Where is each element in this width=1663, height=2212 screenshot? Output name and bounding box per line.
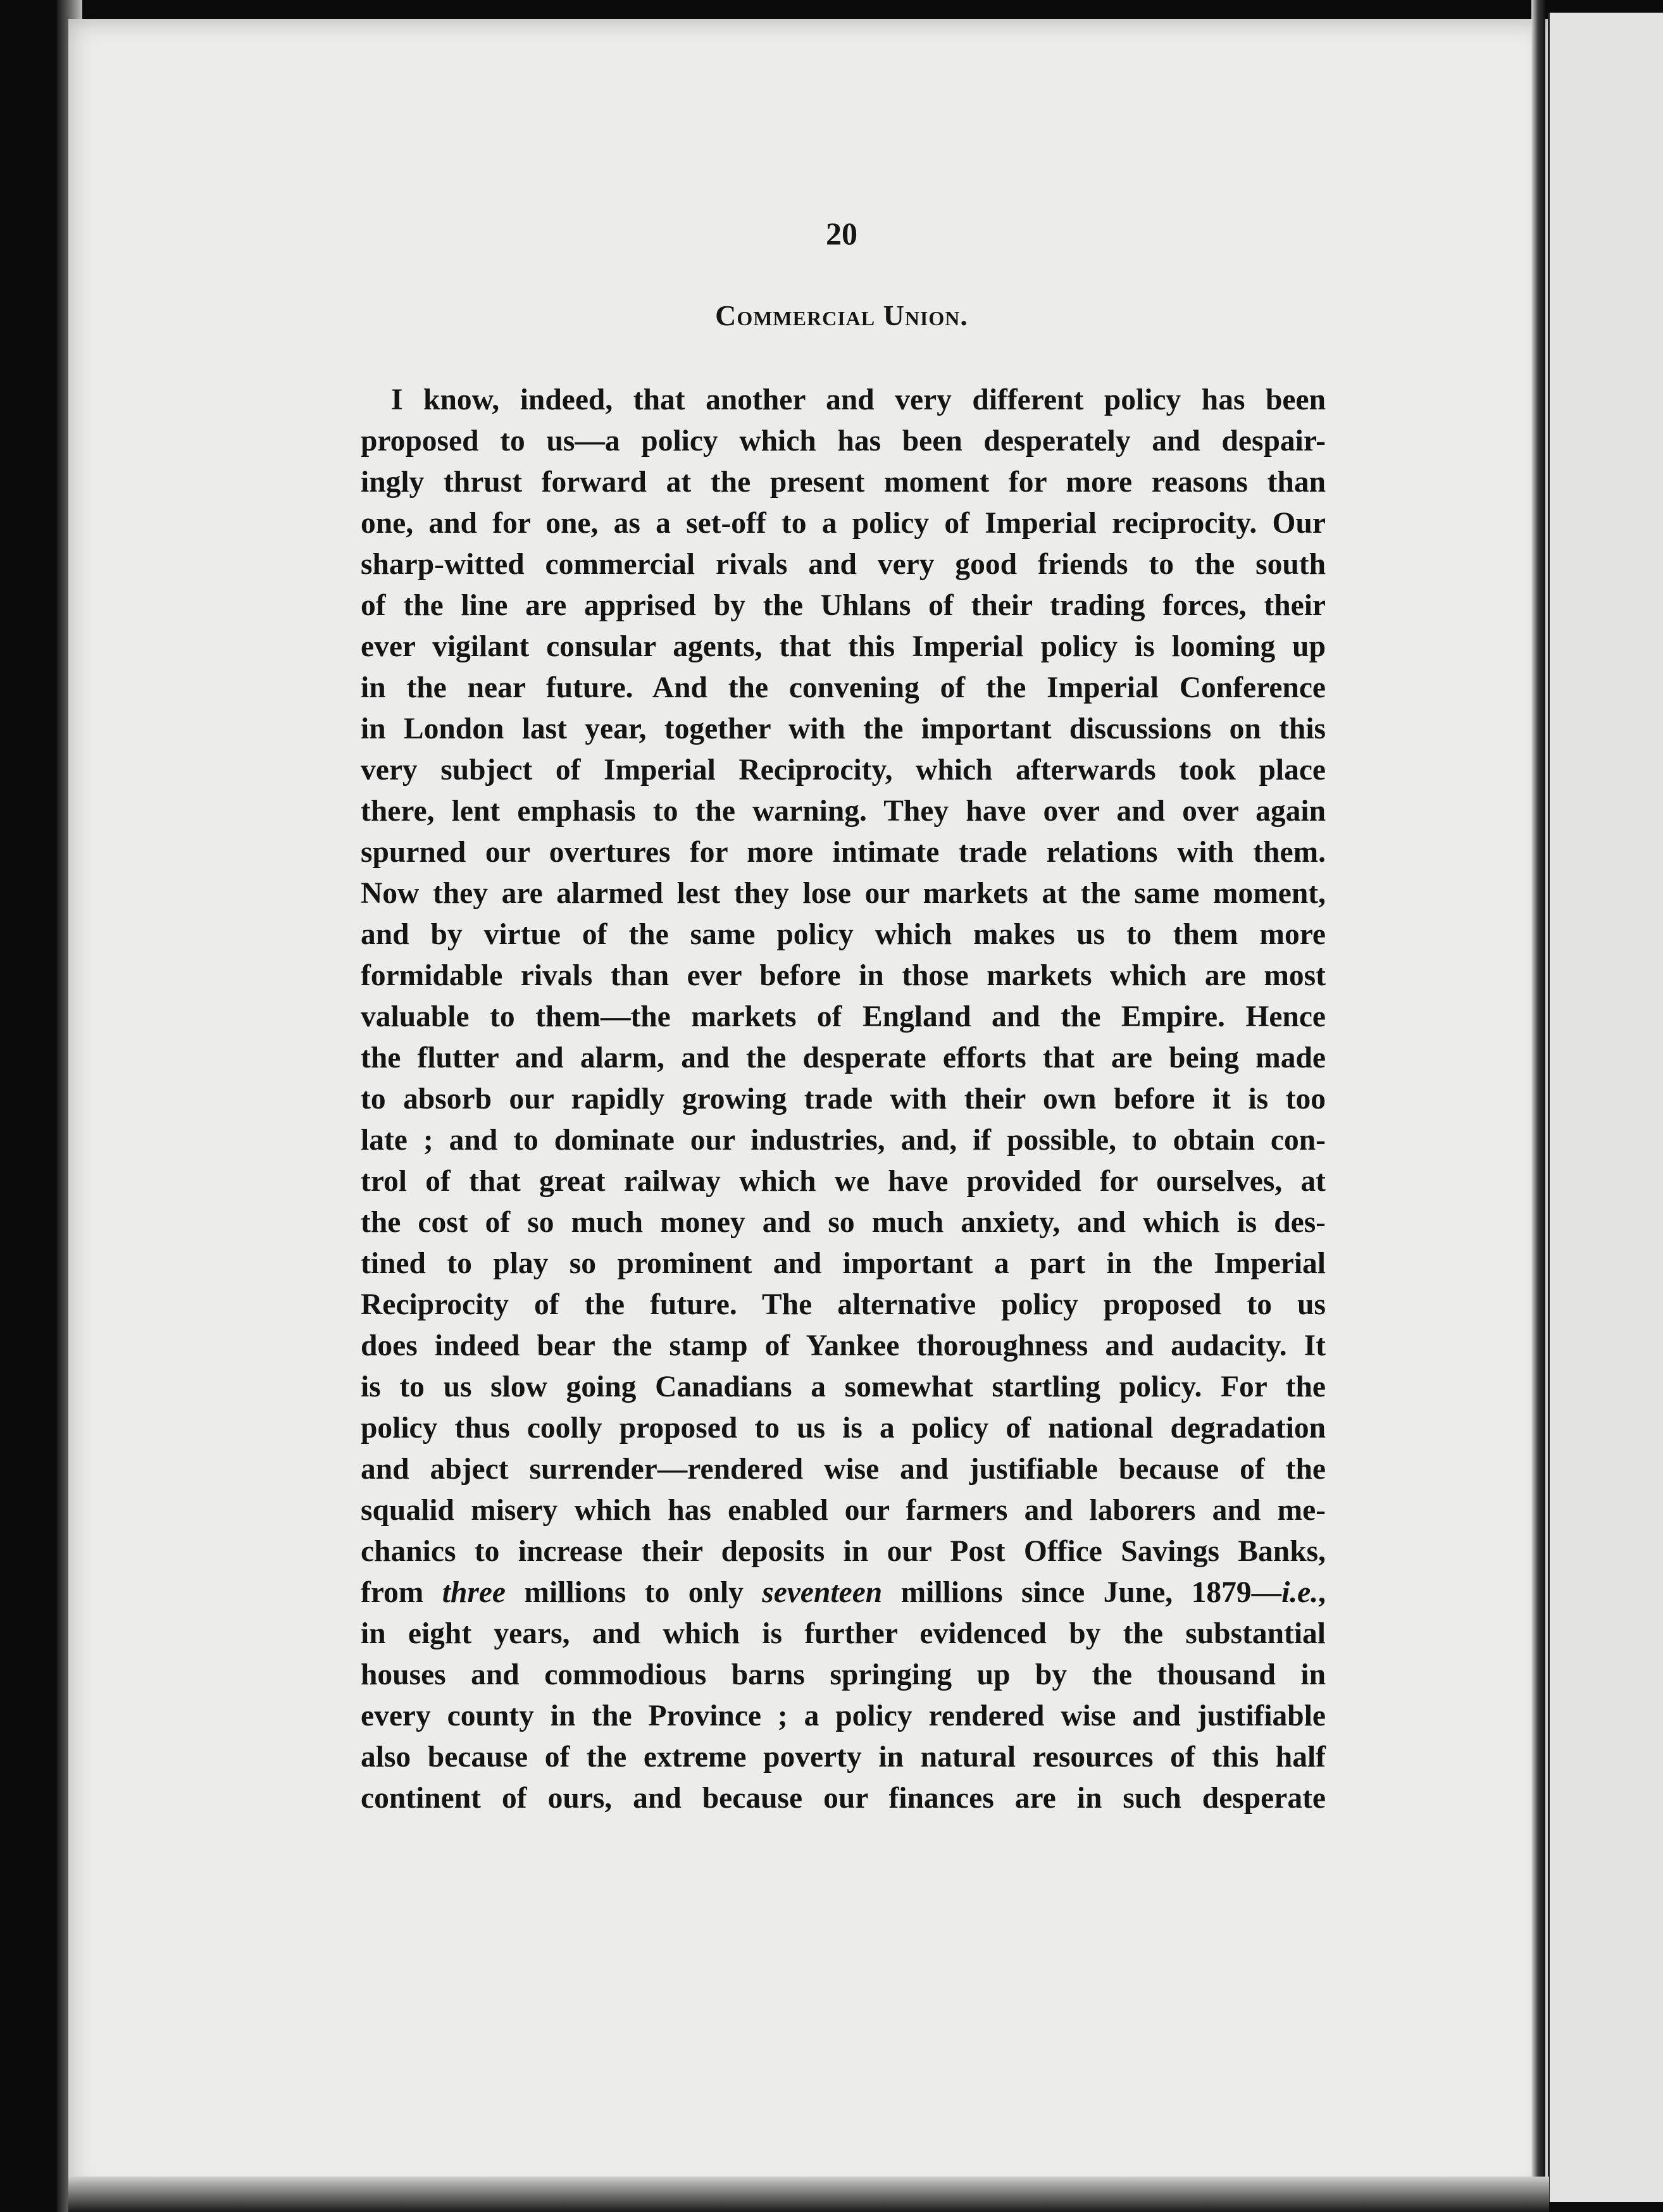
text-line: the cost of so much money and so much anxiety, and which is des- xyxy=(361,1206,1326,1239)
text-run: , xyxy=(1318,1576,1326,1609)
text-line: valuable to them—the markets of England and the Empire. Hence xyxy=(361,1000,1326,1033)
text-line: squalid misery which has enabled our farmers and laborers and me- xyxy=(361,1494,1326,1527)
text-line: of the line are apprised by the Uhlans of their trading forces, their xyxy=(361,589,1326,622)
text-line: very subject of Imperial Reciprocity, which afterwards took place xyxy=(361,754,1326,786)
text-line: there, lent emphasis to the warning. They have over and over again xyxy=(361,795,1326,828)
text-line: is to us slow going Canadians a somewhat startling policy. For the xyxy=(361,1370,1326,1403)
text-line: also because of the extreme poverty in natural resources of this half xyxy=(361,1741,1326,1774)
book-spine xyxy=(1531,0,1545,2212)
text-line: tined to play so prominent and important a part in the Imperial xyxy=(361,1247,1326,1280)
text-line: ever vigilant consular agents, that this Imperial policy is looming up xyxy=(361,630,1326,663)
text-line: spurned our overtures for more intimate trade relations with them. xyxy=(361,836,1326,869)
text-line: houses and commodious barns springing up by the thousand in xyxy=(361,1658,1326,1691)
text-line: continent of ours, and because our finances are in such desperate xyxy=(361,1782,1326,1815)
text-line: trol of that great railway which we have provided for ourselves, at xyxy=(361,1165,1326,1198)
text-line: Reciprocity of the future. The alternative policy proposed to us xyxy=(361,1288,1326,1321)
text-line: does indeed bear the stamp of Yankee thoroughness and audacity. It xyxy=(361,1329,1326,1362)
text-line: in eight years, and which is further evidenced by the substantial xyxy=(361,1617,1326,1650)
italic-word: seventeen xyxy=(762,1576,883,1609)
facing-page-edge xyxy=(1548,13,1663,2202)
text-line: ingly thrust forward at the present moment for more reasons than xyxy=(361,466,1326,499)
text-line: proposed to us—a policy which has been desperately and despair- xyxy=(361,425,1326,457)
text-line: I know, indeed, that another and very different policy has been xyxy=(391,383,1326,416)
body-text xyxy=(361,380,1326,1819)
text-line: chanics to increase their deposits in our Post Office Savings Banks, xyxy=(361,1535,1326,1568)
text-line: late ; and to dominate our industries, and, if possible, to obtain con- xyxy=(361,1124,1326,1157)
text-line: every county in the Province ; a policy rendered wise and justifiable xyxy=(361,1699,1326,1732)
text-line: to absorb our rapidly growing trade with their own before it is too xyxy=(361,1083,1326,1115)
text-line: in London last year, together with the important discussions on this xyxy=(361,712,1326,745)
text-line: in the near future. And the convening of the Imperial Conference xyxy=(361,671,1326,704)
text-run: millions to only xyxy=(506,1576,763,1609)
text-line-with-italics xyxy=(361,1572,1326,1613)
italic-abbreviation: i.e. xyxy=(1281,1576,1319,1609)
text-line: Now they are alarmed lest they lose our markets at the same moment, xyxy=(361,877,1326,910)
text-line: policy thus coolly proposed to us is a policy of national degradation xyxy=(361,1412,1326,1445)
text-run: from xyxy=(361,1576,442,1609)
text-run: millions since June, 1879— xyxy=(882,1576,1282,1609)
page-bottom-edge xyxy=(68,2177,1549,2212)
chapter-heading: Commercial Union. xyxy=(715,299,968,332)
text-line: the flutter and alarm, and the desperate efforts that are being made xyxy=(361,1041,1326,1074)
text-line: sharp-witted commercial rivals and very good friends to the south xyxy=(361,548,1326,581)
text-line: formidable rivals than ever before in those markets which are most xyxy=(361,959,1326,992)
text-line: and by virtue of the same policy which makes us to them more xyxy=(361,918,1326,951)
italic-word: three xyxy=(442,1576,506,1609)
text-line: and abject surrender—rendered wise and justifiable because of the xyxy=(361,1453,1326,1486)
text-line: one, and for one, as a set-off to a policy of Imperial reciprocity. Our xyxy=(361,507,1326,540)
page-number: 20 xyxy=(826,216,857,251)
